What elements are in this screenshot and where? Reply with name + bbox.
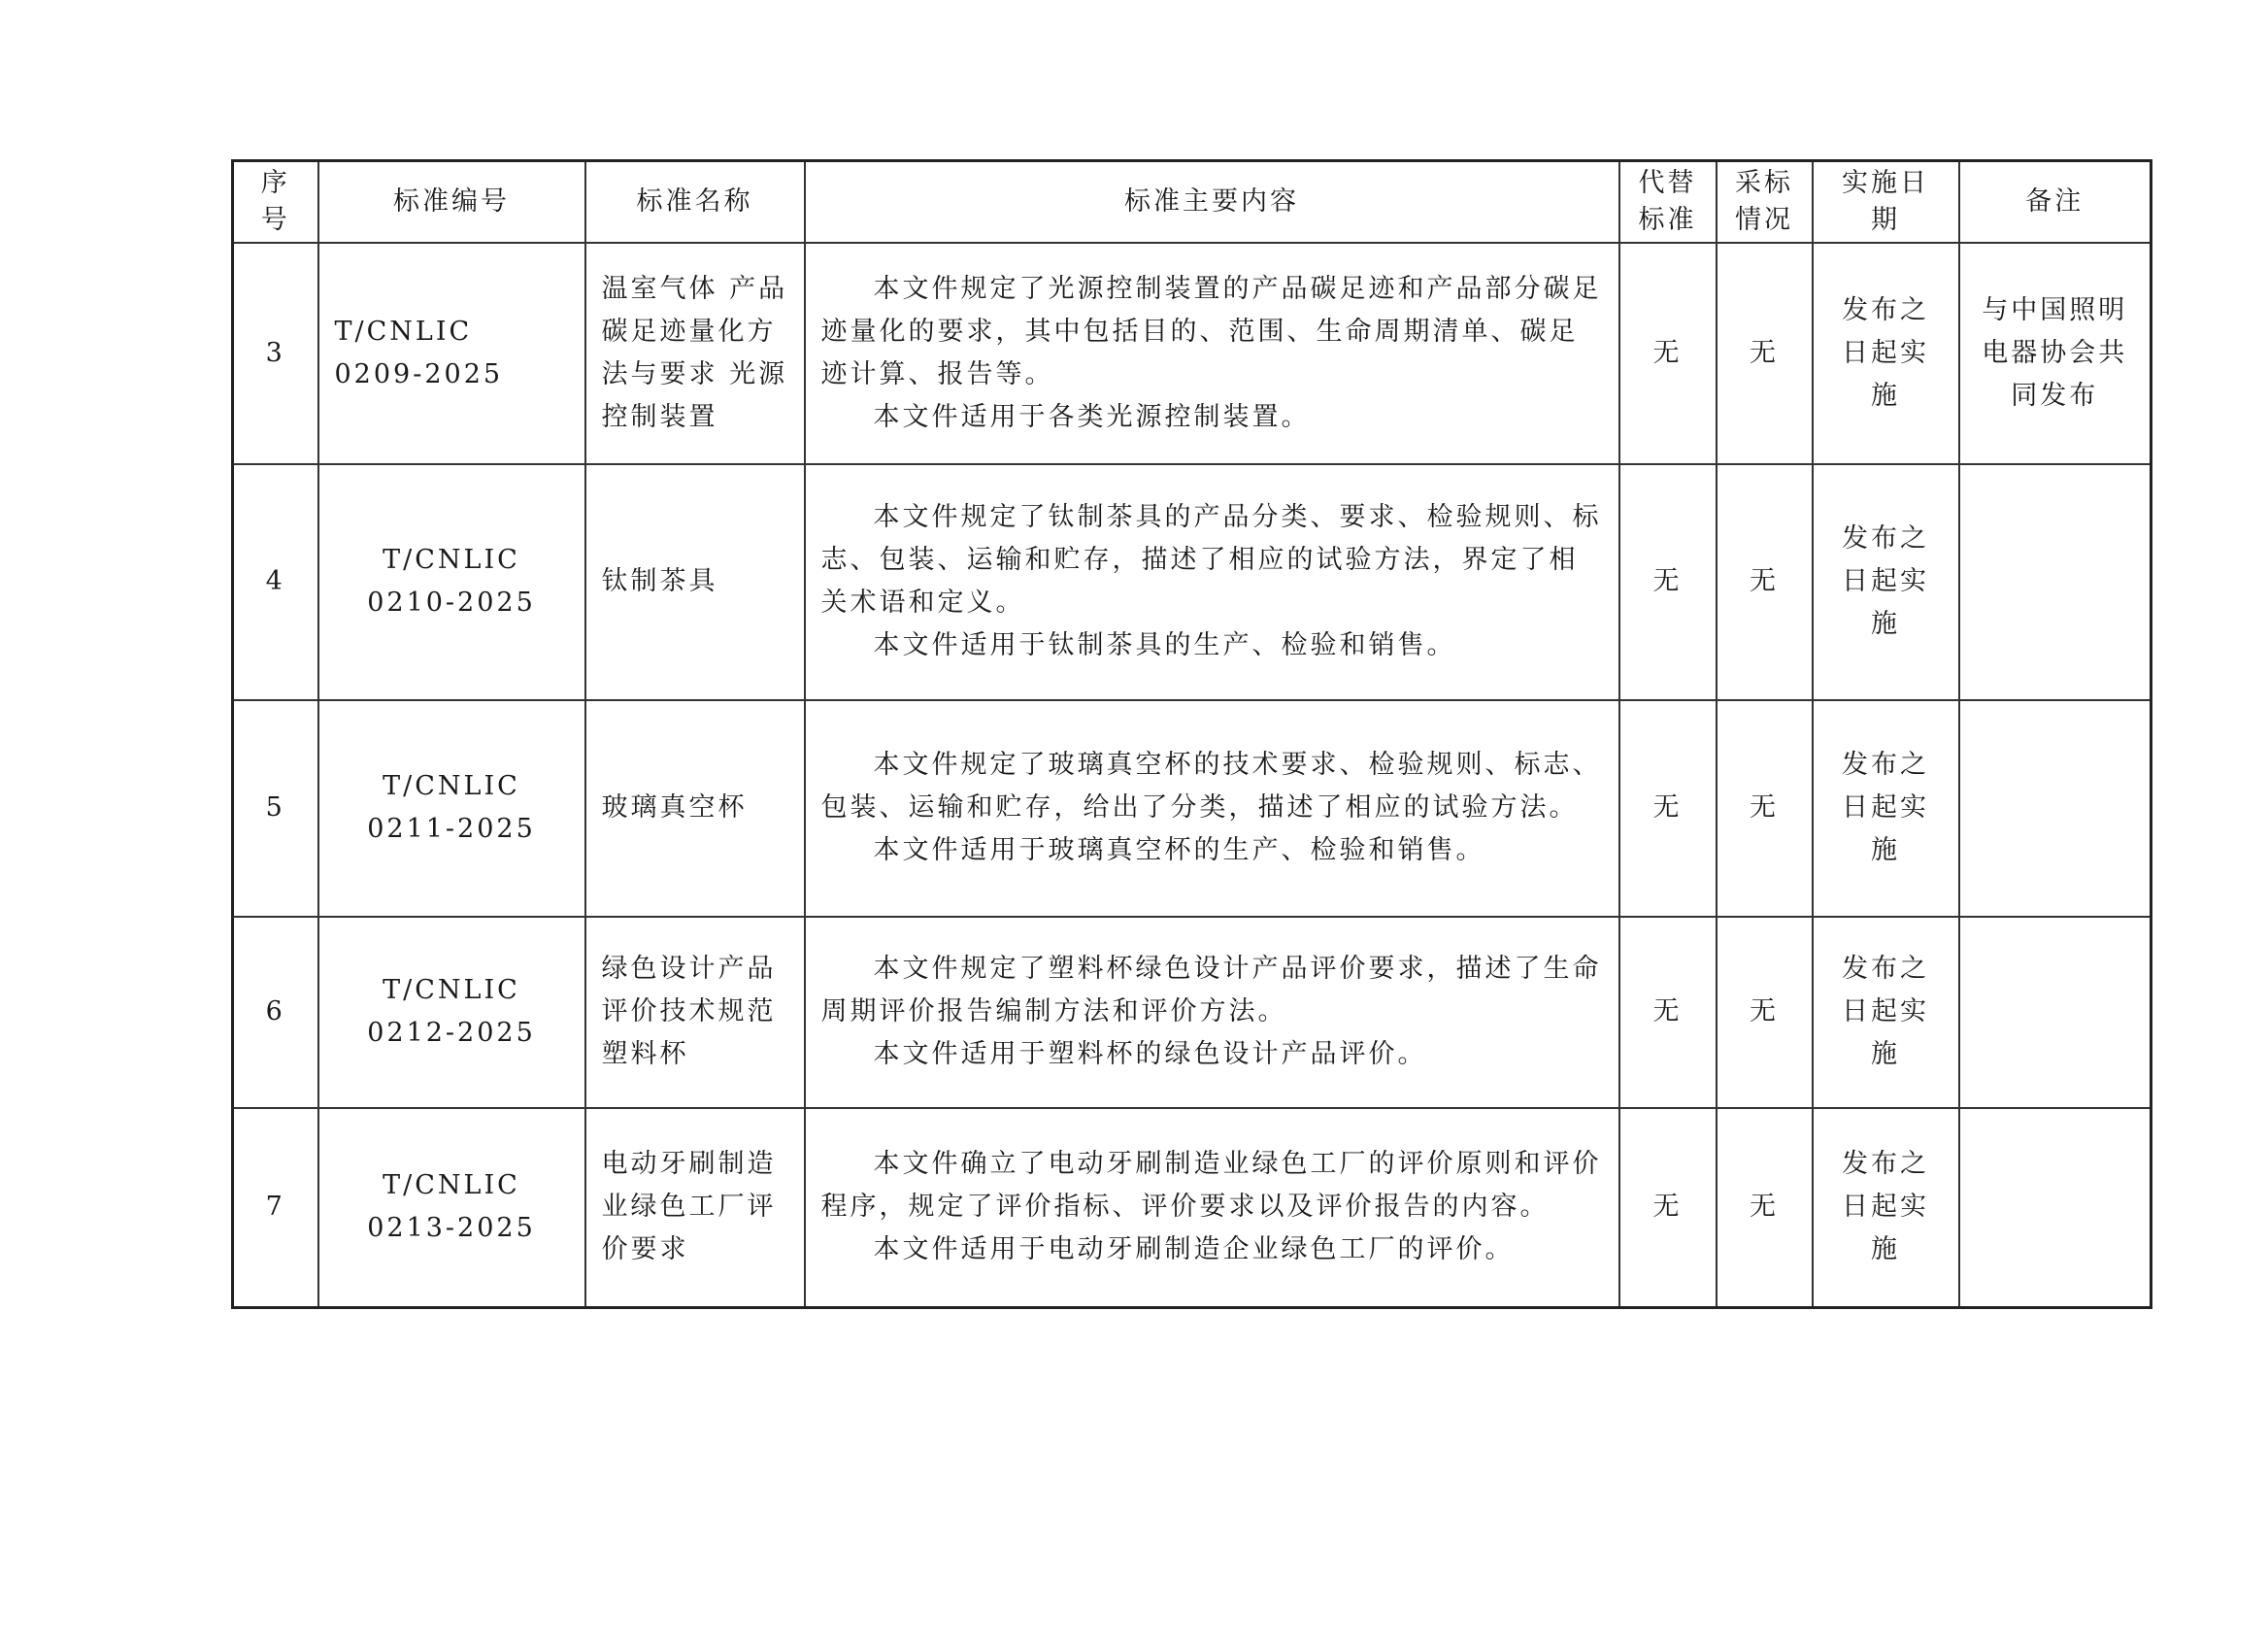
table-header-row — [233, 161, 2151, 243]
row-note — [1959, 917, 2151, 1108]
row-code: T/CNLIC 0209-2025 — [318, 243, 585, 464]
content-paragraph: 本文件适用于塑料杯的绿色设计产品评价。 — [873, 1039, 1427, 1069]
header-replace: 代替标准 — [1619, 161, 1717, 243]
content-paragraph: 本文件规定了钛制茶具的产品分类、要求、检验规则、标志、包装、运输和贮存，描述了相应的试验方法，界定了相关术语和定义。 — [820, 502, 1602, 618]
content-paragraph: 本文件规定了玻璃真空杯的技术要求、检验规则、标志、包装、运输和贮存，给出了分类，描述了相应的试验方法。 — [820, 750, 1602, 823]
header-seq: 序号 — [233, 161, 318, 243]
row-adopt: 无 — [1717, 917, 1813, 1108]
row-name: 温室气体 产品碳足迹量化方法与要求 光源控制装置 — [585, 243, 805, 464]
row-content — [805, 243, 1619, 464]
content-paragraph: 本文件规定了光源控制装置的产品碳足迹和产品部分碳足迹量化的要求，其中包括目的、范围、生命周期清单、碳足迹计算、报告等。 — [820, 273, 1602, 389]
row-date: 发布之日起实施 — [1813, 464, 1959, 700]
content-paragraph: 本文件确立了电动牙刷制造业绿色工厂的评价原则和评价程序，规定了评价指标、评价要求以及评价报告的内容。 — [820, 1149, 1602, 1223]
row-replace: 无 — [1619, 243, 1717, 464]
header-adopt: 采标情况 — [1717, 161, 1813, 243]
header-name: 标准名称 — [585, 161, 805, 243]
row-name: 玻璃真空杯 — [585, 700, 805, 917]
row-replace: 无 — [1619, 917, 1717, 1108]
row-seq: 6 — [233, 917, 318, 1108]
table-row — [233, 464, 2151, 700]
row-content — [805, 464, 1619, 700]
row-date: 发布之日起实施 — [1813, 700, 1959, 917]
row-name: 绿色设计产品评价技术规范 塑料杯 — [585, 917, 805, 1108]
header-code: 标准编号 — [318, 161, 585, 243]
row-seq: 5 — [233, 700, 318, 917]
header-content: 标准主要内容 — [805, 161, 1619, 243]
row-code: T/CNLIC 0210-2025 — [318, 464, 585, 700]
row-content — [805, 700, 1619, 917]
row-code: T/CNLIC 0211-2025 — [318, 700, 585, 917]
row-adopt: 无 — [1717, 464, 1813, 700]
table-row — [233, 1108, 2151, 1308]
row-name: 电动牙刷制造业绿色工厂评价要求 — [585, 1108, 805, 1308]
table-row — [233, 700, 2151, 917]
table-row — [233, 243, 2151, 464]
row-adopt: 无 — [1717, 700, 1813, 917]
row-adopt: 无 — [1717, 243, 1813, 464]
content-paragraph: 本文件适用于电动牙刷制造企业绿色工厂的评价。 — [873, 1234, 1515, 1265]
standards-table — [231, 159, 2152, 1309]
header-date: 实施日期 — [1813, 161, 1959, 243]
row-date: 发布之日起实施 — [1813, 243, 1959, 464]
row-replace: 无 — [1619, 700, 1717, 917]
row-replace: 无 — [1619, 1108, 1717, 1308]
row-date: 发布之日起实施 — [1813, 1108, 1959, 1308]
row-date: 发布之日起实施 — [1813, 917, 1959, 1108]
content-paragraph: 本文件适用于各类光源控制装置。 — [873, 401, 1311, 432]
row-note: 与中国照明电器协会共同发布 — [1959, 243, 2151, 464]
header-note: 备注 — [1959, 161, 2151, 243]
row-name: 钛制茶具 — [585, 464, 805, 700]
row-note — [1959, 700, 2151, 917]
row-note — [1959, 464, 2151, 700]
row-replace: 无 — [1619, 464, 1717, 700]
row-seq: 3 — [233, 243, 318, 464]
row-seq: 7 — [233, 1108, 318, 1308]
row-content — [805, 917, 1619, 1108]
content-paragraph: 本文件规定了塑料杯绿色设计产品评价要求，描述了生命周期评价报告编制方法和评价方法。 — [820, 954, 1602, 1026]
content-paragraph: 本文件适用于钛制茶具的生产、检验和销售。 — [873, 630, 1456, 660]
row-seq: 4 — [233, 464, 318, 700]
content-paragraph: 本文件适用于玻璃真空杯的生产、检验和销售。 — [873, 835, 1485, 865]
row-content — [805, 1108, 1619, 1308]
row-adopt: 无 — [1717, 1108, 1813, 1308]
table-row — [233, 917, 2151, 1108]
row-code: T/CNLIC 0212-2025 — [318, 917, 585, 1108]
row-code: T/CNLIC 0213-2025 — [318, 1108, 585, 1308]
row-note — [1959, 1108, 2151, 1308]
